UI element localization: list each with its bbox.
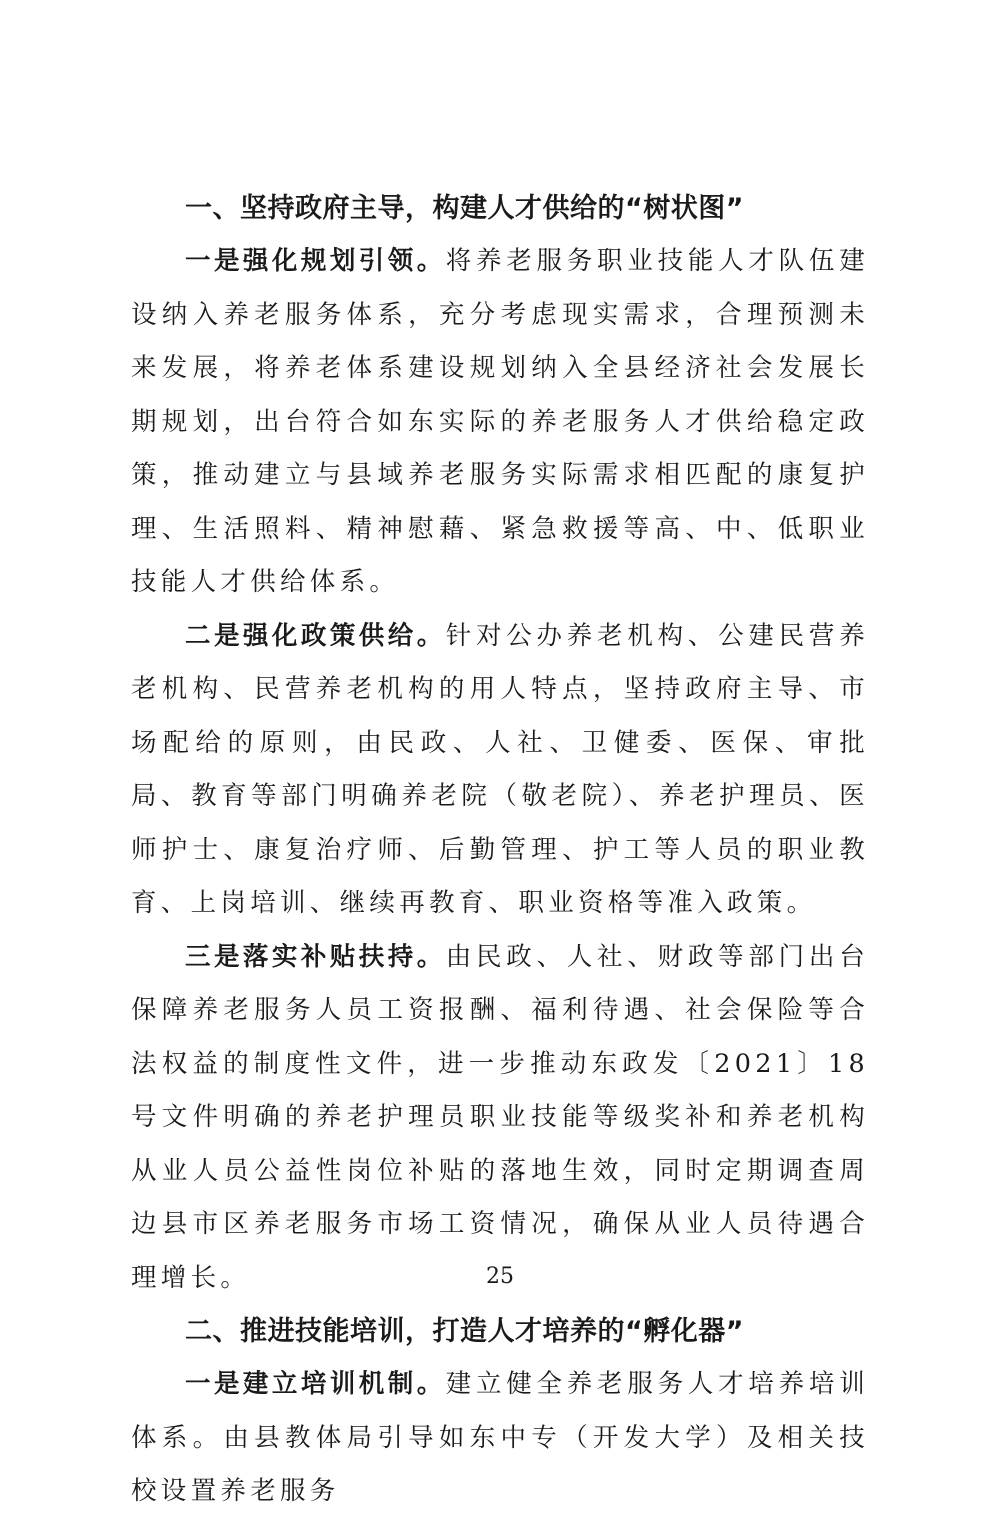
paragraph-text: 建立健全养老服务人才培养培训体系。由县教体局引导如东中专（开发大学）及相关技校设置养老服务 — [131, 1369, 869, 1506]
paragraph-lead: 一是建立培训机制。 — [185, 1369, 446, 1399]
paragraph-lead: 二是强化政策供给。 — [185, 620, 446, 651]
paragraph-planning — [131, 235, 869, 610]
section-heading-1: 一、坚持政府主导，构建人才供给的“树状图” — [185, 193, 744, 224]
paragraph-training — [131, 1358, 869, 1519]
document-body — [131, 182, 869, 1519]
paragraph-text: 由民政、人社、财政等部门出台保障养老服务人员工资报酬、福利待遇、社会保险等合法权益的制度性文件，进一步推动东政发〔2021〕18号文件明确的养老护理员职业技能等级奖补和养老机构从业人员公益性岗位补贴的落地生效，同时定期调查周边县市区养老服务市场工资情况，确保从业人员待遇合理增长。 — [131, 941, 869, 1293]
section-heading-2: 二、推进技能培训，打造人才培养的“孵化器” — [185, 1316, 744, 1347]
page-number: 25 — [486, 1264, 514, 1289]
paragraph-policy — [131, 610, 869, 931]
paragraph-lead: 三是落实补贴扶持。 — [185, 941, 446, 972]
paragraph-subsidy — [131, 931, 869, 1306]
paragraph-lead: 一是强化规划引领。 — [185, 246, 446, 276]
paragraph-text: 针对公办养老机构、公建民营养老机构、民营养老机构的用人特点，坚持政府主导、市场配给的原则，由民政、人社、卫健委、医保、审批局、教育等部门明确养老院（敬老院）、养老护理员、医师护士、康复治疗师、后勤管理、护工等人员的职业教育、上岗培训、继续再教育、职业资格等准入政策。 — [131, 620, 869, 918]
paragraph-text: 将养老服务职业技能人才队伍建设纳入养老服务体系，充分考虑现实需求，合理预测未来发展，将养老体系建设规划纳入全县经济社会发展长期规划，出台符合如东实际的养老服务人才供给稳定政策，推动建立与县域养老服务实际需求相匹配的康复护理、生活照料、精神慰藉、紧急救援等高、中、低职业技能人才供给体系。 — [131, 246, 869, 597]
